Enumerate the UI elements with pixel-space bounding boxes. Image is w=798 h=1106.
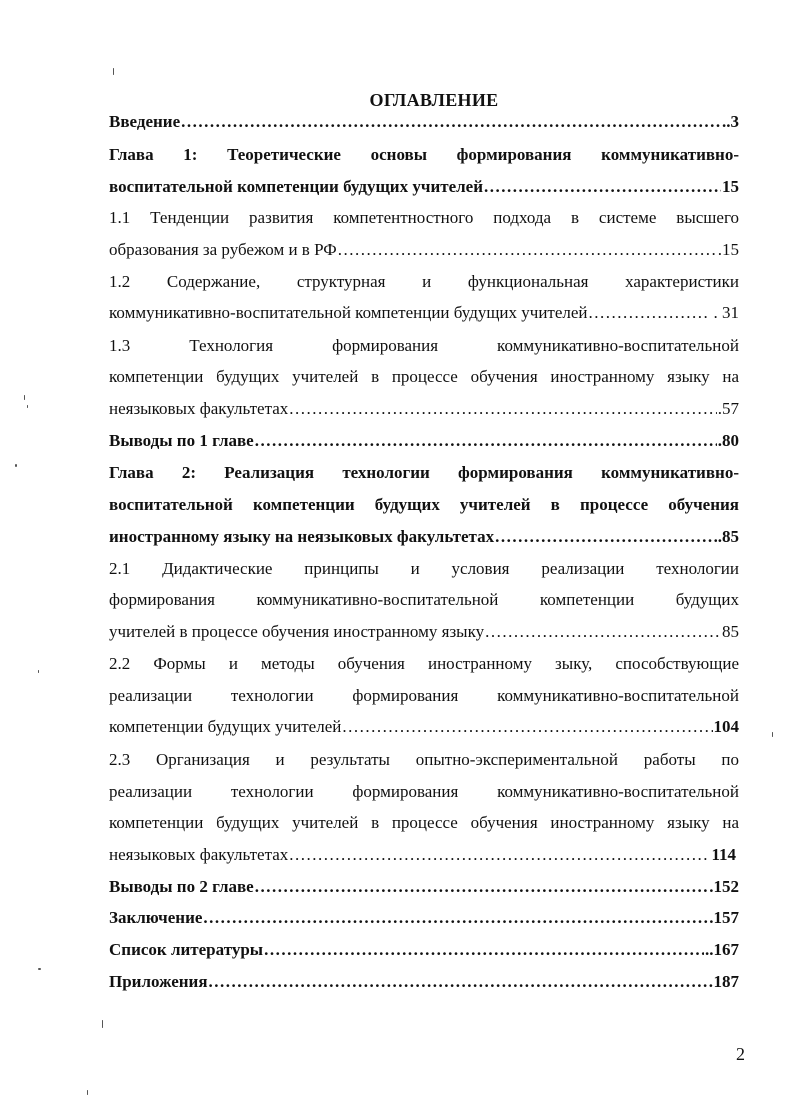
toc-page-number: .85: [717, 527, 739, 546]
toc-section-2-2-line-1: 2.2 Формы и методы обучения иностранному зыку, способствующие: [109, 654, 739, 673]
toc-page-number: 114: [711, 845, 736, 864]
toc-entry-conclusion: [109, 908, 739, 928]
dot-leader: [289, 845, 710, 865]
dot-leader: [264, 940, 704, 960]
toc-entry-label: Заключение: [109, 908, 203, 927]
dot-leader: [342, 717, 712, 737]
toc-page-number: . 31: [709, 303, 739, 322]
dot-leader: [338, 240, 717, 260]
toc-page-number: .152: [709, 877, 739, 896]
toc-page-number: ..167: [705, 940, 739, 959]
page-number: 2: [736, 1044, 745, 1064]
toc-entry-label: неязыковых факультетах: [109, 399, 289, 418]
toc-entry-label: Список литературы: [109, 940, 264, 959]
toc-entry-intro: [109, 112, 739, 132]
toc-section-1-2-line-2: [109, 303, 739, 323]
toc-section-1-3-line-2: компетенции будущих учителей в процессе обучения иностранному языку на: [109, 367, 739, 386]
toc-title: ОГЛАВЛЕНИЕ: [369, 90, 499, 110]
toc-section-2-1-line-3: [109, 622, 739, 642]
toc-entry-label: коммуникативно-воспитательной компетенции будущих учителей: [109, 303, 588, 322]
toc-entry-appendix: [109, 972, 739, 992]
toc-page-number: 104: [713, 717, 739, 736]
toc-entry-label: неязыковых факультетах: [109, 845, 289, 864]
toc-entry-label: Введение: [109, 112, 181, 131]
toc-page-number: .80: [717, 431, 739, 450]
toc-chapter-2-line-2: воспитательной компетенции будущих учителей в процессе обучения: [109, 495, 739, 514]
scan-speck: [15, 464, 17, 467]
toc-entry-label: Приложения: [109, 972, 208, 991]
toc-section-1-3-line-3: [109, 399, 739, 419]
dot-leader: [484, 177, 721, 197]
toc-entry-label: компетенции будущих учителей: [109, 717, 342, 736]
dot-leader: [255, 877, 709, 897]
toc-chapter-2-line-3: [109, 527, 739, 547]
scan-speck: [24, 395, 25, 400]
scan-speck: [87, 1090, 88, 1095]
dot-leader: [485, 622, 721, 642]
toc-section-2-3-line-4: [109, 845, 736, 865]
toc-section-2-3-line-1: 2.3 Организация и результаты опытно-экспериментальной работы по: [109, 750, 739, 769]
toc-page-number: .157: [709, 908, 739, 927]
toc-page-number: .15: [717, 240, 739, 259]
toc-section-2-2-line-2: реализации технологии формирования коммуникативно-воспитательной: [109, 686, 739, 705]
toc-entry-label: учителей в процессе обучения иностранному языку: [109, 622, 485, 641]
toc-section-1-2-line-1: 1.2 Содержание, структурная и функциональная характеристики: [109, 272, 739, 291]
scan-speck: [38, 670, 39, 673]
toc-section-2-3-line-2: реализации технологии формирования коммуникативно-воспитательной: [109, 782, 739, 801]
toc-entry-label: Выводы по 2 главе: [109, 877, 254, 896]
scan-speck: [27, 405, 28, 408]
toc-section-1-1-line-1: 1.1 Тенденции развития компетентностного подхода в системе высшего: [109, 208, 739, 227]
toc-page-number: ..3: [722, 112, 739, 131]
toc-page-number: .57: [717, 399, 739, 418]
toc-page-number: 15: [722, 177, 739, 196]
toc-page-number: 187: [713, 972, 739, 991]
toc-entry-label: образования за рубежом и в РФ: [109, 240, 337, 259]
scan-speck: [772, 732, 773, 737]
dot-leader: [203, 908, 708, 928]
toc-section-2-1-line-1: 2.1 Дидактические принципы и условия реализации технологии: [109, 559, 739, 578]
toc-section-2-3-line-3: компетенции будущих учителей в процессе обучения иностранному языку на: [109, 813, 739, 832]
toc-section-2-2-line-3: [109, 717, 739, 737]
toc-entry-label: иностранному языку на неязыковых факультетах: [109, 527, 495, 546]
toc-chapter-1-line-1: Глава 1: Теоретические основы формирования коммуникативно-: [109, 145, 739, 164]
toc-entry-references: [109, 940, 739, 960]
toc-chapter-2-line-1: Глава 2: Реализация технологии формирования коммуникативно-: [109, 463, 739, 482]
scan-speck: [38, 968, 41, 970]
dot-leader: [589, 303, 709, 323]
toc-section-2-1-line-2: формирования коммуникативно-воспитательной компетенции будущих: [109, 590, 739, 609]
dot-leader: [209, 972, 713, 992]
toc-entry-conclusions-2: [109, 877, 739, 897]
toc-entry-label: Выводы по 1 главе: [109, 431, 254, 450]
dot-leader: [289, 399, 716, 419]
scan-speck: [102, 1020, 103, 1028]
dot-leader: [495, 527, 717, 547]
toc-entry-label: воспитательной компетенции будущих учителей: [109, 177, 484, 196]
toc-page-number: 85: [722, 622, 739, 641]
dot-leader: [181, 112, 721, 132]
toc-chapter-1-line-2: [109, 177, 739, 197]
toc-section-1-3-line-1: 1.3 Технология формирования коммуникативно-воспитательной: [109, 336, 739, 355]
toc-entry-conclusions-1: [109, 431, 739, 451]
dot-leader: [255, 431, 717, 451]
toc-section-1-1-line-2: [109, 240, 739, 260]
scan-speck: [113, 68, 114, 75]
